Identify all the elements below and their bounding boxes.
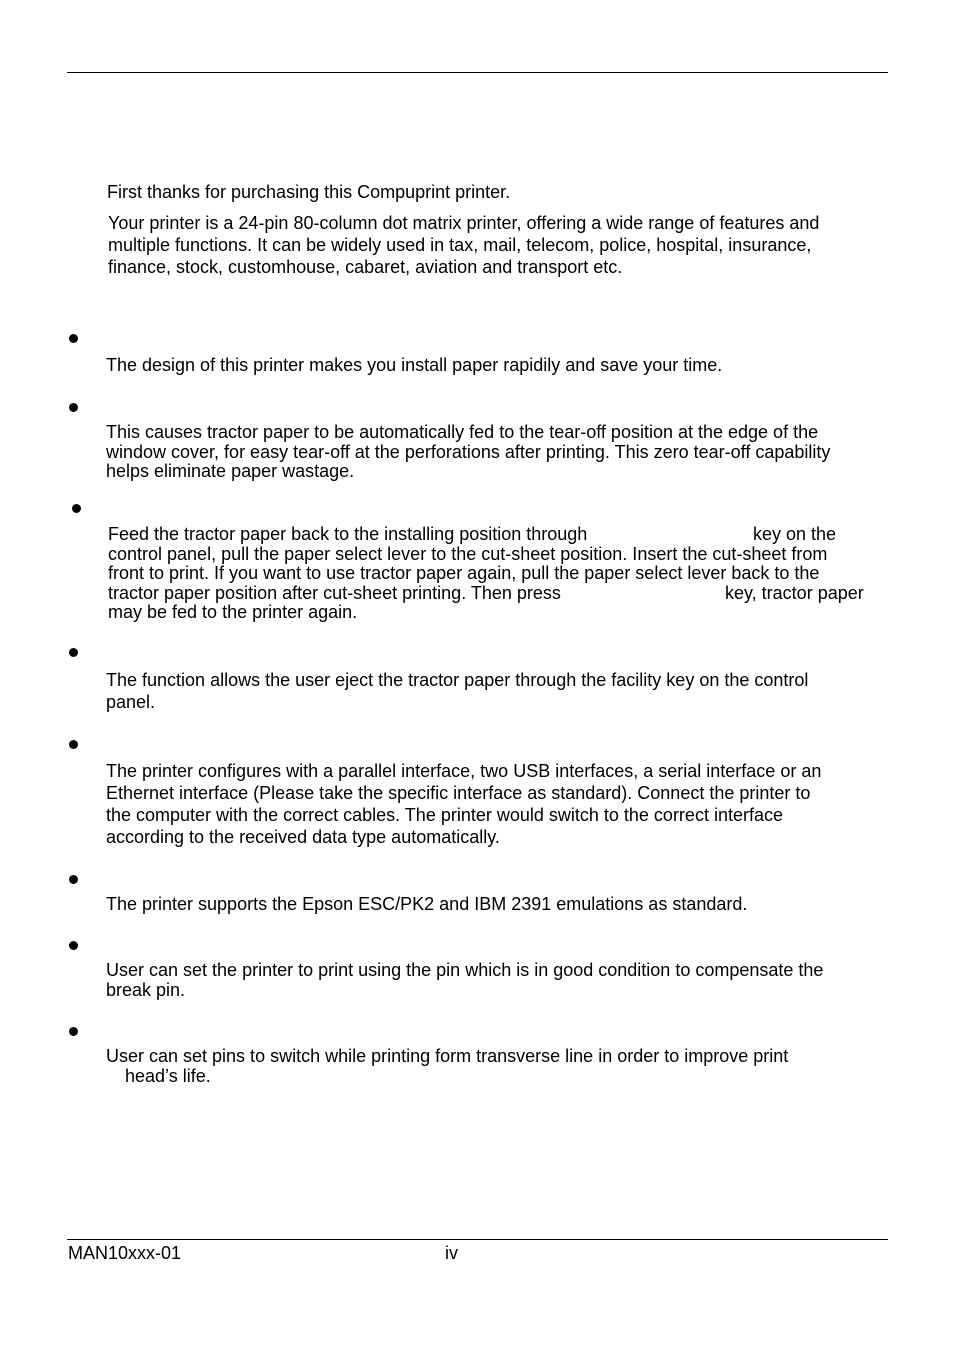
feature-1-text [106, 354, 722, 376]
feature-5-text [106, 760, 821, 848]
feature-line: may be fed to the printer again. [108, 602, 358, 622]
feature-line: panel. [106, 692, 156, 712]
bullet-icon [69, 403, 78, 412]
feature-3-text [108, 524, 864, 623]
feature-line: tractor paper position after cut-sheet printing. Then press [108, 582, 561, 603]
feature-line: The printer configures with a parallel interface, two USB interfaces, a serial interface or an [106, 761, 822, 781]
feature-line: The design of this printer makes you install paper rapidily and save your time. [106, 355, 723, 375]
footer-page-number: iv [445, 1243, 458, 1263]
bullet-icon [69, 941, 78, 950]
feature-8-text [106, 1047, 788, 1086]
bullet-icon [69, 1027, 78, 1036]
intro-thanks: First thanks for purchasing this Compuprint printer. [107, 182, 511, 202]
feature-line: key on the [753, 524, 837, 544]
bullet-icon [69, 875, 78, 884]
header-rule [67, 72, 888, 73]
feature-line: the computer with the correct cables. The printer would switch to the correct interface [106, 805, 783, 825]
bullet-icon [72, 504, 81, 513]
feature-line: break pin. [106, 979, 186, 1000]
feature-6-text [106, 893, 747, 915]
feature-line: head’s life. [125, 1065, 211, 1086]
footer-rule [67, 1239, 888, 1240]
intro-line: multiple functions. It can be widely used in tax, mail, telecom, police, hospital, insurance, [108, 235, 812, 255]
feature-4-text [106, 669, 808, 713]
feature-line: The function allows the user eject the tractor paper through the facility key on the control [106, 670, 809, 690]
feature-line: Feed the tractor paper back to the installing position through [108, 524, 588, 544]
bullet-icon [69, 648, 78, 657]
feature-line-row [108, 582, 864, 604]
intro-line: finance, stock, customhouse, cabaret, aviation and transport etc. [108, 257, 623, 277]
intro-line: Your printer is a 24-pin 80-column dot matrix printer, offering a wide range of features and [108, 213, 820, 233]
feature-line: front to print. If you want to use tractor paper again, pull the paper select lever back to the [108, 563, 820, 583]
feature-7-text [106, 961, 823, 1000]
feature-line: Ethernet interface (Please take the specific interface as standard). Connect the printer to [106, 783, 811, 803]
feature-line: helps eliminate paper wastage. [106, 461, 355, 481]
feature-line: key, tractor paper [725, 582, 864, 603]
feature-line: according to the received data type automatically. [106, 827, 500, 847]
intro-overview [108, 212, 819, 278]
feature-2-text [106, 423, 830, 482]
footer-doc-code: MAN10xxx-01 [68, 1243, 182, 1263]
feature-line: User can set the printer to print using the pin which is in good condition to compensate the [106, 960, 824, 980]
bullet-icon [69, 740, 78, 749]
feature-line: This causes tractor paper to be automatically fed to the tear-off position at the edge of the [106, 422, 819, 442]
feature-line: User can set pins to switch while printing form transverse line in order to improve print [106, 1046, 789, 1066]
feature-line-row [108, 524, 837, 545]
feature-line: window cover, for easy tear-off at the perforations after printing. This zero tear-off capability [106, 441, 831, 462]
feature-line: The printer supports the Epson ESC/PK2 and IBM 2391 emulations as standard. [106, 894, 748, 914]
bullet-icon [69, 334, 78, 343]
feature-line: control panel, pull the paper select lever to the cut-sheet position. Insert the cut-sheet from [108, 543, 828, 564]
